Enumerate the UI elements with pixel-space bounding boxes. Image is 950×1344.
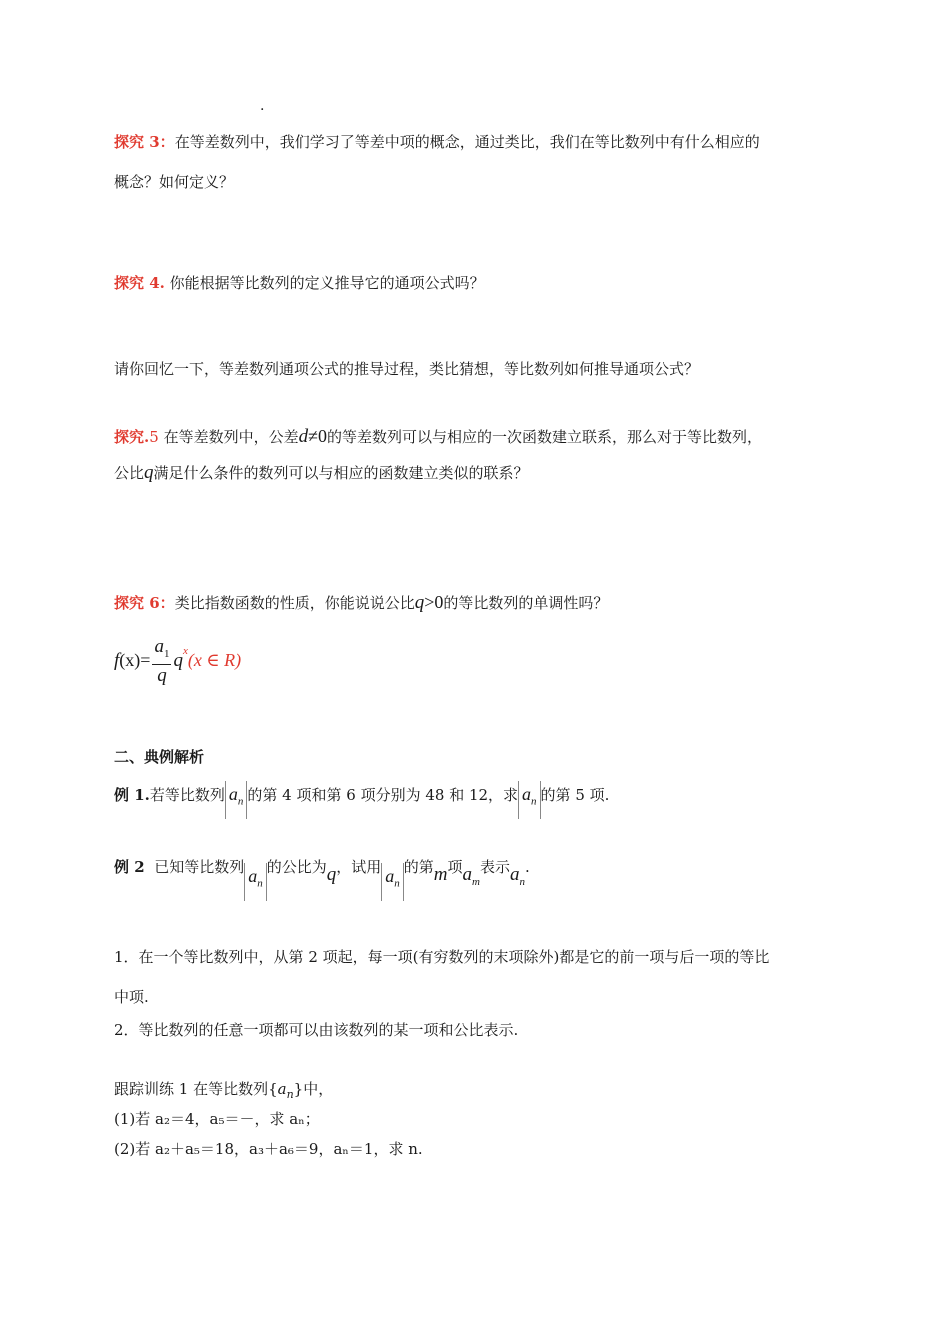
explore6-line: 探究 6：类比指数函数的性质，你能说说公比q>0的等比数列的单调性吗？ (114, 592, 609, 613)
explore4-label: 探究 4. (114, 274, 165, 292)
sequence-an: $a_n$ (518, 783, 541, 813)
math-d: d (298, 426, 309, 447)
explore3-line2: 概念？如何定义？ (114, 173, 235, 191)
example1-line: 例 1.若等比数列 $a_n$ 的第 4 项和第 6 项分别为 48 和 12，求 $a_n$ 的第 5 项. (114, 783, 609, 813)
practice-part1: (1)若 a₂＝4，a₅＝－，求 aₙ； (114, 1110, 320, 1128)
practice-part2: (2)若 a₂＋a₅＝18，a₃＋a₆＝9，aₙ＝1，求 n. (114, 1140, 423, 1158)
note1-line2: 中项. (114, 988, 149, 1006)
section2-title: 二、典例解析 (114, 748, 205, 766)
recall-line: 请你回忆一下，等差数列通项公式的推导过程，类比猜想，等比数列如何推导通项公式？ (114, 360, 700, 378)
example2-label: 例 2 (114, 858, 145, 876)
explore3-text1: 在等差数列中，我们学习了等差中项的概念，通过类比，我们在等比数列中有什么相应的 (174, 133, 760, 151)
fraction-a1-over-q: $\frac{a_1}{q}$ (154, 636, 170, 686)
explore5-line2: 公比q满足什么条件的数列可以与相应的函数建立类似的联系？ (114, 462, 529, 483)
exponential-formula: f(x)= $\frac{a_1}{q}$ $q^x(x$ ∈ R) (114, 636, 242, 686)
note1-line1: 1．在一个等比数列中，从第 2 项起，每一项(有穷数列的末项除外)都是它的前一项与后一项的等比 (114, 948, 770, 966)
explore4-line (114, 272, 485, 294)
explore5-line1: 探究.5 在等差数列中，公差d≠0的等差数列可以与相应的一次函数建立联系，那么对于等比数列， (114, 426, 762, 447)
explore4-text: 你能根据等比数列的定义推导它的通项公式吗？ (169, 274, 485, 292)
math-q: q (144, 462, 154, 483)
term-an: $a_n$ (510, 864, 525, 888)
explore3-line1: 探究 3：在等差数列中，我们学习了等差中项的概念，通过类比，我们在等比数列中有什么相应的 (114, 133, 760, 151)
example2-line: 例 2 已知等比数列 $a_n$的公比为q，试用 $a_n$的第m项$a_m$表示$a_n$. (114, 855, 530, 885)
sequence-an: $a_n$ (381, 865, 404, 895)
practice-title: 跟踪训练 1 在等比数列$\{a_n\}$中， (114, 1080, 334, 1101)
example1-label: 例 1. (114, 786, 150, 804)
note2-line: 2．等比数列的任意一项都可以由该数列的某一项和公比表示. (114, 1021, 519, 1039)
explore6-label: 探究 6 (114, 594, 160, 612)
explore5-label: 探究. (114, 428, 150, 446)
stray-dot: . (260, 98, 265, 114)
sequence-an: $a_n$ (244, 865, 267, 895)
explore3-label: 探究 3 (114, 133, 160, 151)
term-am: $a_m$ (462, 864, 480, 888)
sequence-an: $a_n$ (225, 783, 248, 813)
